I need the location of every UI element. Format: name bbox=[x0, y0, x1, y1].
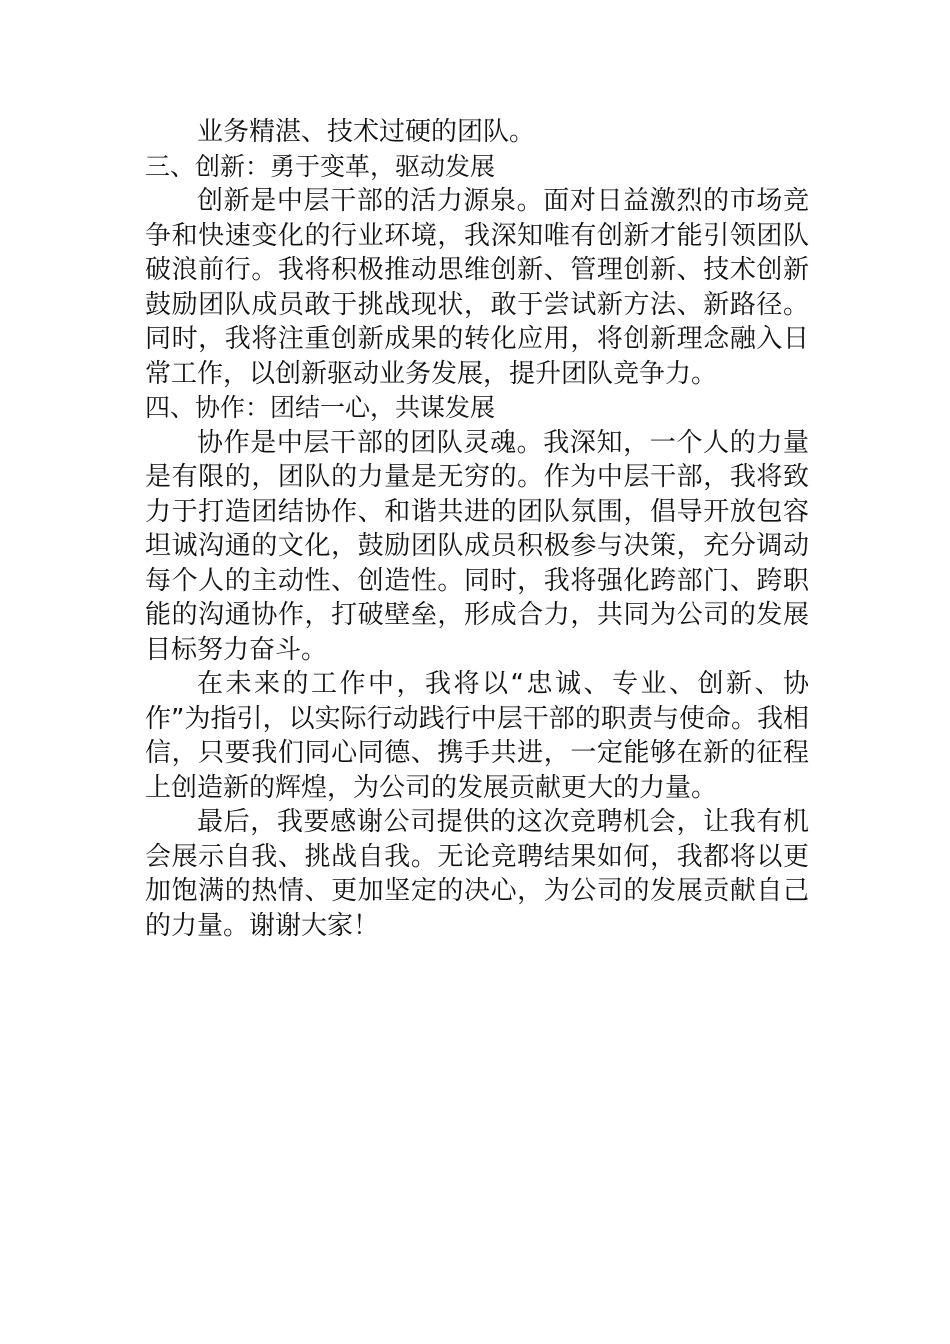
paragraph-team-quality: 业务精湛、技术过硬的团队。 bbox=[197, 117, 536, 147]
document-body bbox=[145, 115, 809, 943]
paragraph-closing-thanks: 最后，我要感谢公司提供的这次竞聘机会，让我有机会展示自我、挑战自我。无论竞聘结果如何，我都将以更加饱满的热情、更加坚定的决心，为公司的发展贡献自己的力量。谢谢大家！ bbox=[145, 807, 809, 941]
paragraph-future-work: 在未来的工作中，我将以“忠诚、专业、创新、协作”为指引，以实际行动践行中层干部的职责与使命。我相信，只要我们同心同德、携手共进，一定能够在新的征程上创造新的辉煌，为公司的发展贡献更大的力量。 bbox=[145, 669, 809, 803]
paragraph-collaboration: 协作是中层干部的团队灵魂。我深知，一个人的力量是有限的，团队的力量是无穷的。作为中层干部，我将致力于打造团结协作、和谐共进的团队氛围，倡导开放包容坦诚沟通的文化，鼓励团队成员积极参与决策，充分调动每个人的主动性、创造性。同时，我将强化跨部门、跨职能的沟通协作，打破壁垒，形成合力，共同为公司的发展目标努力奋斗。 bbox=[145, 427, 809, 665]
paragraph-innovation: 创新是中层干部的活力源泉。面对日益激烈的市场竞争和快速变化的行业环境，我深知唯有创新才能引领团队破浪前行。我将积极推动思维创新、管理创新、技术创新鼓励团队成员敢于挑战现状，敢于尝试新方法、新路径。同时，我将注重创新成果的转化应用，将创新理念融入日常工作，以创新驱动业务发展，提升团队竞争力。 bbox=[145, 186, 809, 389]
section-heading-collaboration: 四、协作：团结一心，共谋发展 bbox=[145, 393, 496, 422]
section-heading-innovation: 三、创新：勇于变革，驱动发展 bbox=[145, 151, 496, 181]
